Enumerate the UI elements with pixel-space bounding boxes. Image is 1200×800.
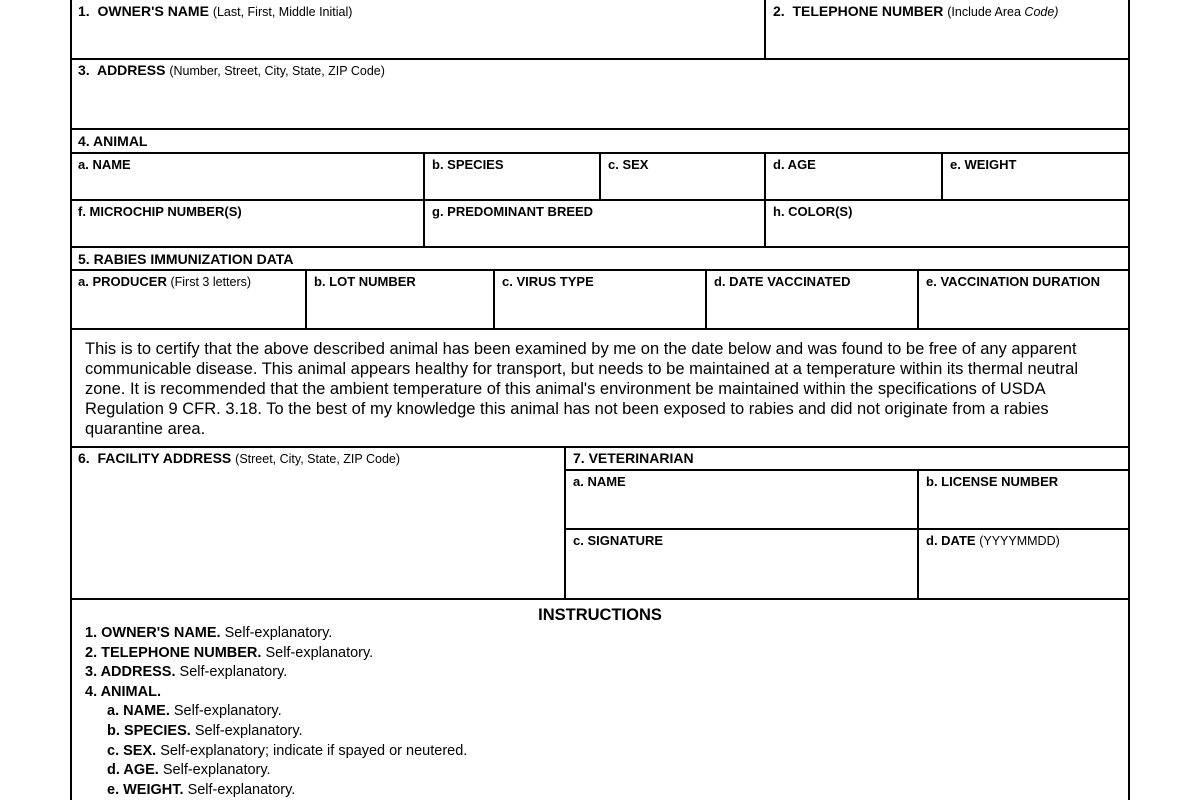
animal-age-field[interactable]: [765, 153, 941, 199]
veterinarian-header-label: 7. VETERINARIAN: [573, 450, 694, 466]
divider: [70, 598, 1130, 600]
owner-name-number: 1.: [78, 3, 90, 19]
divider: [70, 328, 1130, 330]
certification-text: This is to certify that the above described animal has been examined by me on the date below and was found to be free of any apparent communicable disease. This animal appears healthy for transport, but needs to be maintained at a temperature within its thermal neutral zone. It is recommended that the ambient temperature of this animal's environment be maintained within the specifications of USDA Regulation 9 CFR. 3.18. To the best of my knowledge this animal has not been exposed to rabies and did not originate from a rabies quarantine area.: [85, 340, 1078, 438]
owner-name-label: [78, 3, 352, 19]
animal-age-label: d. AGE: [773, 157, 816, 172]
address-title: ADDRESS: [96, 62, 166, 78]
colors-field[interactable]: [765, 200, 1128, 246]
vaccination-duration-label: e. VACCINATION DURATION: [926, 274, 1101, 289]
signature-label: c. SIGNATURE: [573, 533, 664, 548]
microchip-label: f. MICROCHIP NUMBER(S): [78, 204, 242, 219]
facility-address-label: 6. FACILITY ADDRESS (Street, City, State, ZIP Code): [78, 450, 401, 466]
animal-species-label: b. SPECIES: [432, 157, 504, 172]
lot-number-field[interactable]: [306, 270, 493, 328]
virus-type-field[interactable]: [494, 270, 705, 328]
date-field[interactable]: [918, 529, 1128, 598]
license-number-field[interactable]: [918, 470, 1128, 528]
telephone-title: TELEPHONE NUMBER: [792, 3, 944, 19]
colors-label: h. COLOR(S): [773, 204, 853, 219]
telephone-number: 2.: [773, 3, 785, 19]
instruction-item: 4. ANIMAL.: [85, 683, 161, 700]
date-vaccinated-label: d. DATE VACCINATED: [714, 274, 851, 289]
instruction-item: b. SPECIES. Self-explanatory.: [107, 722, 303, 739]
animal-header-label: 4. ANIMAL: [78, 133, 148, 149]
facility-address-field[interactable]: [70, 447, 564, 598]
animal-species-field[interactable]: [424, 153, 599, 199]
instruction-item: 3. ADDRESS. Self-explanatory.: [85, 664, 288, 681]
telephone-label: [773, 3, 1058, 19]
breed-field[interactable]: [424, 200, 764, 246]
owner-name-hint: (Last, First, Middle Initial): [212, 5, 353, 19]
animal-weight-field[interactable]: [942, 153, 1128, 199]
owner-name-field[interactable]: [70, 0, 764, 58]
breed-label: g. PREDOMINANT BREED: [432, 204, 594, 219]
instruction-item: 2. TELEPHONE NUMBER. Self-explanatory.: [85, 644, 374, 661]
date-vaccinated-field[interactable]: [706, 270, 917, 328]
address-hint: (Number, Street, City, State, ZIP Code): [169, 64, 385, 78]
signature-field[interactable]: [565, 529, 917, 598]
instructions-list: [85, 624, 467, 800]
address-field[interactable]: [70, 59, 1130, 128]
microchip-field[interactable]: [70, 200, 423, 246]
animal-weight-label: e. WEIGHT: [950, 157, 1017, 172]
vet-name-label: a. NAME: [573, 474, 626, 489]
animal-name-field[interactable]: [70, 153, 423, 199]
animal-name-label: a. NAME: [78, 157, 131, 172]
instruction-item: e. WEIGHT. Self-explanatory.: [107, 781, 296, 798]
certificate-form: [70, 0, 1130, 800]
virus-type-label: c. VIRUS TYPE: [502, 274, 594, 289]
lot-number-label: b. LOT NUMBER: [314, 274, 416, 289]
instruction-item: d. AGE. Self-explanatory.: [107, 762, 271, 779]
vet-name-field[interactable]: [565, 470, 917, 528]
animal-section-header: [70, 130, 1130, 152]
owner-name-title: OWNER'S NAME: [97, 3, 209, 19]
producer-field[interactable]: [70, 270, 305, 328]
instruction-item: a. NAME. Self-explanatory.: [107, 703, 282, 720]
rabies-section-header: [70, 248, 1130, 269]
address-label: [78, 62, 385, 78]
telephone-hint: (Include Area Code): [947, 5, 1059, 19]
telephone-number-field[interactable]: [765, 0, 1130, 58]
date-label: d. DATE (YYYYMMDD): [926, 533, 1060, 548]
rabies-header-label: 5. RABIES IMMUNIZATION DATA: [78, 251, 294, 267]
license-number-label: b. LICENSE NUMBER: [926, 474, 1059, 489]
address-number: 3.: [78, 62, 90, 78]
instructions-title: INSTRUCTIONS: [538, 606, 662, 624]
instruction-item: c. SEX. Self-explanatory; indicate if spayed or neutered.: [107, 742, 468, 759]
facility-address-hint: (Street, City, State, ZIP Code): [235, 452, 401, 466]
producer-label: a. PRODUCER (First 3 letters): [78, 274, 252, 289]
producer-hint: (First 3 letters): [170, 275, 252, 289]
instruction-item: 1. OWNER'S NAME. Self-explanatory.: [85, 625, 333, 641]
vaccination-duration-field[interactable]: [918, 270, 1128, 328]
veterinarian-section-header: [565, 447, 1130, 469]
date-hint: (YYYYMMDD): [979, 534, 1060, 548]
animal-sex-label: c. SEX: [608, 157, 649, 172]
animal-sex-field[interactable]: [600, 153, 764, 199]
